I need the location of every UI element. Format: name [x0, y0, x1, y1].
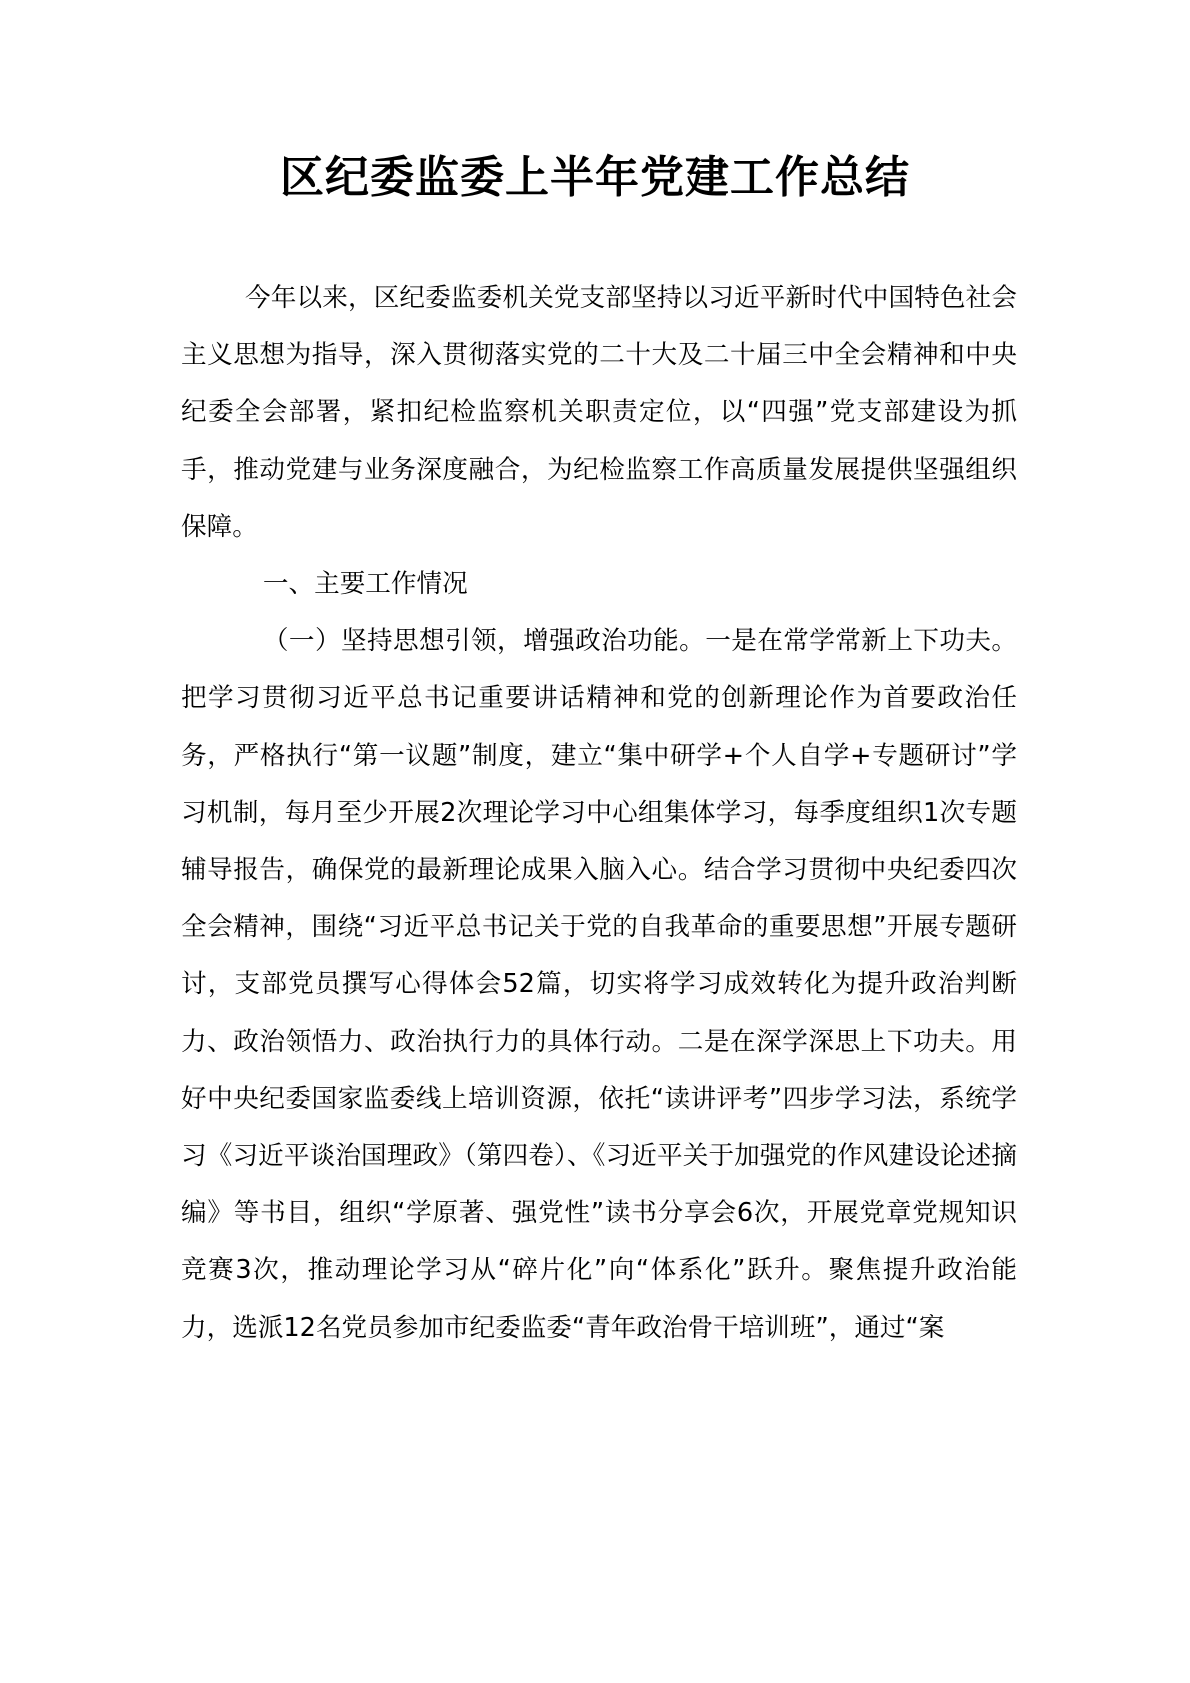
document-body	[181, 270, 1017, 1357]
subsection-paragraph: （一）坚持思想引领，增强政治功能。一是在常学常新上下功夫。把学习贯彻习近平总书记重要讲话精神和党的创新理论作为首要政治任务，严格执行“第一议题”制度，建立“集中研学+个人自学+专题研讨”学习机制，每月至少开展2次理论学习中心组集体学习，每季度组织1次专题辅导报告，确保党的最新理论成果入脑入心。结合学习贯彻中央纪委四次全会精神，围绕“习近平总书记关于党的自我革命的重要思想”开展专题研讨，支部党员撰写心得体会52篇，切实将学习成效转化为提升政治判断力、政治领悟力、政治执行力的具体行动。二是在深学深思上下功夫。用好中央纪委国家监委线上培训资源，依托“读讲评考”四步学习法，系统学习《习近平谈治国理政》（第四卷）、《习近平关于加强党的作风建设论述摘编》等书目，组织“学原著、强党性”读书分享会6次，开展党章党规知识竞赛3次，推动理论学习从“碎片化”向“体系化”跃升。聚焦提升政治能力，选派12名党员参加市纪委监委“青年政治骨干培训班”，通过“案	[181, 626, 1017, 1343]
intro-paragraph: 今年以来，区纪委监委机关党支部坚持以习近平新时代中国特色社会主义思想为指导，深入贯彻落实党的二十大及二十届三中全会精神和中央纪委全会部署，紧扣纪检监察机关职责定位，以“四强”党支部建设为抓手，推动党建与业务深度融合，为纪检监察工作高质量发展提供坚强组织保障。	[181, 283, 1017, 542]
section-heading: 一、主要工作情况	[262, 569, 468, 600]
document-title: 区纪委监委上半年党建工作总结	[280, 152, 910, 203]
